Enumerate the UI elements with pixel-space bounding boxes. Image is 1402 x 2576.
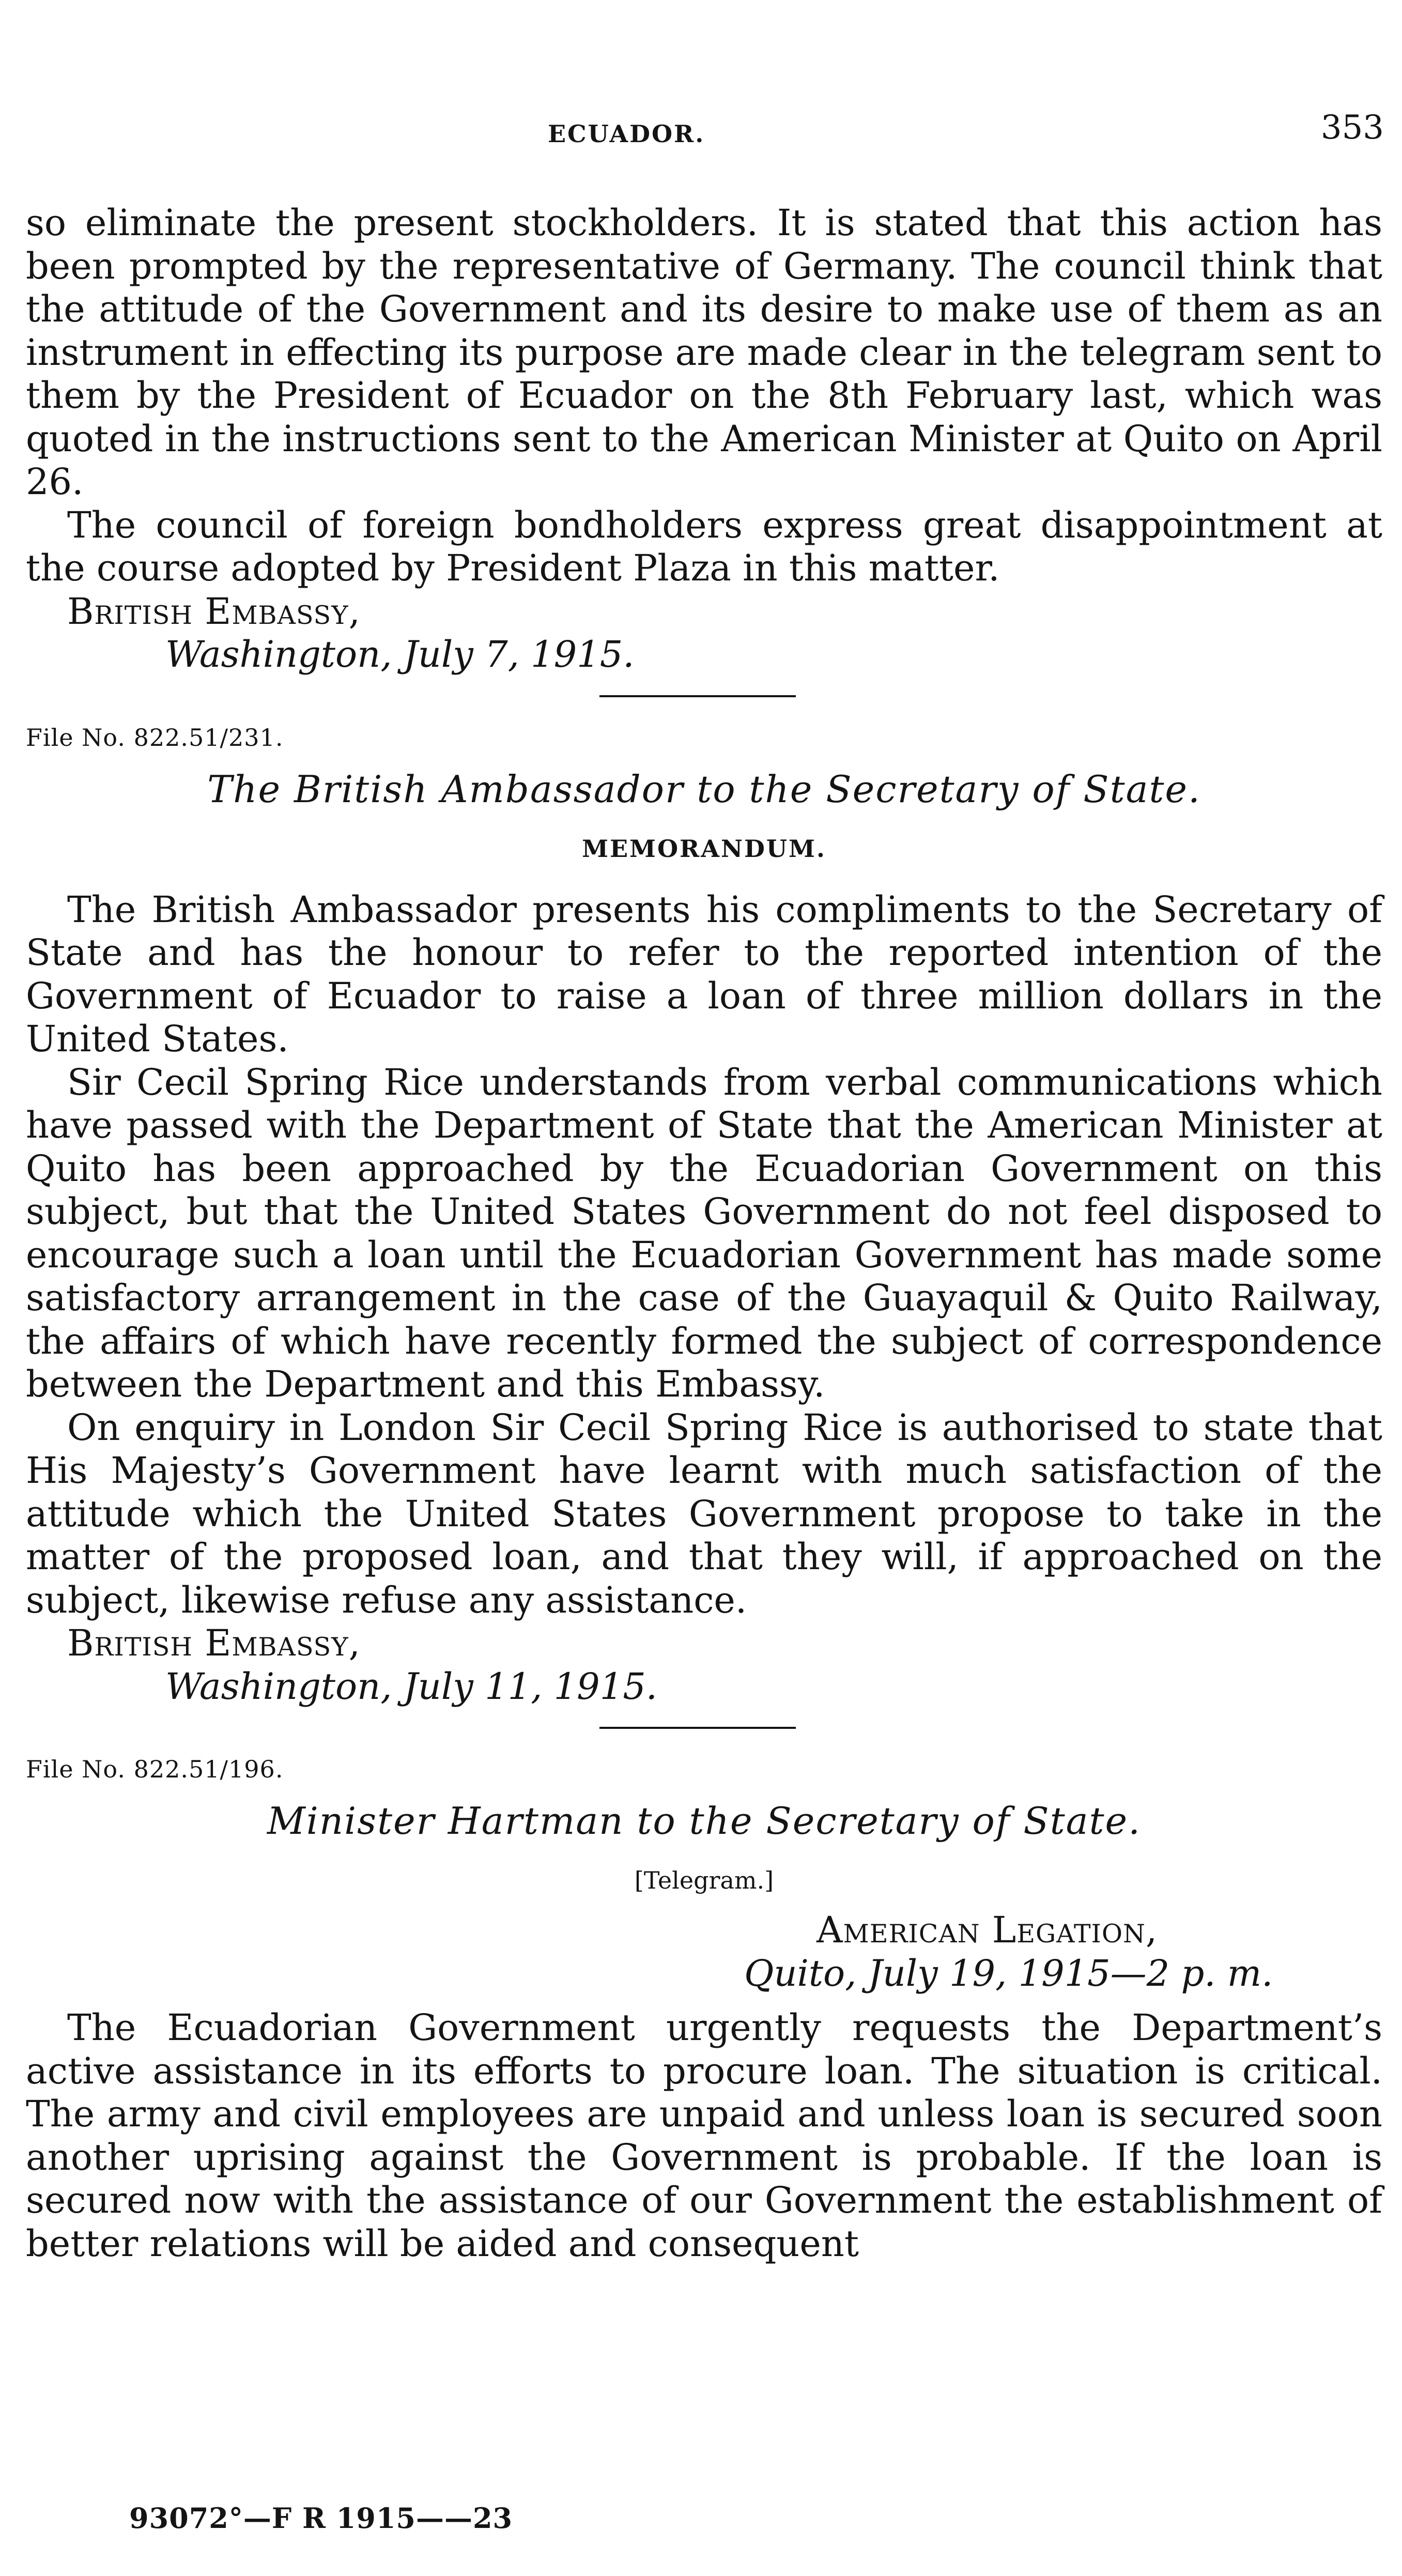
paragraph: The council of foreign bondholders express great disappointment at the course adopted by President Plaza in this matter. — [26, 503, 1382, 589]
paragraph: The British Ambassador presents his compliments to the Secretary of State and has the honour to refer to the reported intention of the Government of Ecuador to raise a loan of three million dollars in the United States. — [26, 888, 1382, 1060]
file-number: File No. 822.51/196. — [26, 1755, 284, 1783]
file-number: File No. 822.51/231. — [26, 723, 284, 752]
signature-place: British Embassy, — [67, 1622, 361, 1664]
running-title: ECUADOR. — [548, 120, 705, 148]
dateline-date: Quito, July 19, 1915—2 p. m. — [744, 1952, 1273, 1995]
memorandum-label: MEMORANDUM. — [582, 834, 826, 863]
paragraph: On enquiry in London Sir Cecil Spring Rice is authorised to state that His Majesty’s Government have learnt with much satisfaction of the attitude which the United States Government propose to take in the matter of the proposed loan, and that they will, if approached on the subject, likewise refuse any assistance. — [26, 1406, 1382, 1621]
telegram-label: [Telegram.] — [634, 1866, 774, 1894]
paragraph: Sir Cecil Spring Rice understands from verbal communications which have passed with the Department of State that the American Minister at Quito has been approached by the Ecuadorian Government on this subject, but that the United States Government do not feel disposed to encourage such a loan until the Ecuadorian Government has made some satisfactory arrangement in the case of the Guayaquil & Quito Railway, the affairs of which have recently formed the subject of correspondence between the Department and this Embassy. — [26, 1061, 1382, 1405]
document-title: Minister Hartman to the Secretary of State. — [267, 1799, 1142, 1843]
print-mark: 93072°—F R 1915——23 — [129, 2502, 513, 2535]
page-number: 353 — [1320, 109, 1384, 147]
paragraph: so eliminate the present stockholders. It is stated that this action has been prompted by the representative of Germany. The council think that the attitude of the Government and its desire to make use of them as an instrument in effecting its purpose are made clear in the telegram sent to them by the President of Ecuador on the 8th February last, which was quoted in the instructions sent to the American Minister at Quito on April 26. — [26, 202, 1382, 503]
section-divider — [26, 1708, 1382, 1749]
dateline-place: American Legation, — [816, 1909, 1158, 1951]
document-title: The British Ambassador to the Secretary of State. — [207, 767, 1201, 811]
section-divider — [26, 677, 1382, 717]
signature-date: Washington, July 11, 1915. — [165, 1665, 658, 1708]
signature-date: Washington, July 7, 1915. — [165, 633, 635, 676]
page-header — [0, 109, 1402, 155]
page-body — [26, 202, 1382, 2265]
signature-place: British Embassy, — [67, 590, 361, 633]
paragraph: The Ecuadorian Government urgently requests the Department’s active assistance in its efforts to procure loan. The situation is critical. The army and civil employees are unpaid and unless loan is secured soon another uprising against the Government is probable. If the loan is secured now with the assistance of our Government the establishment of better relations will be aided and consequent — [26, 2006, 1382, 2265]
